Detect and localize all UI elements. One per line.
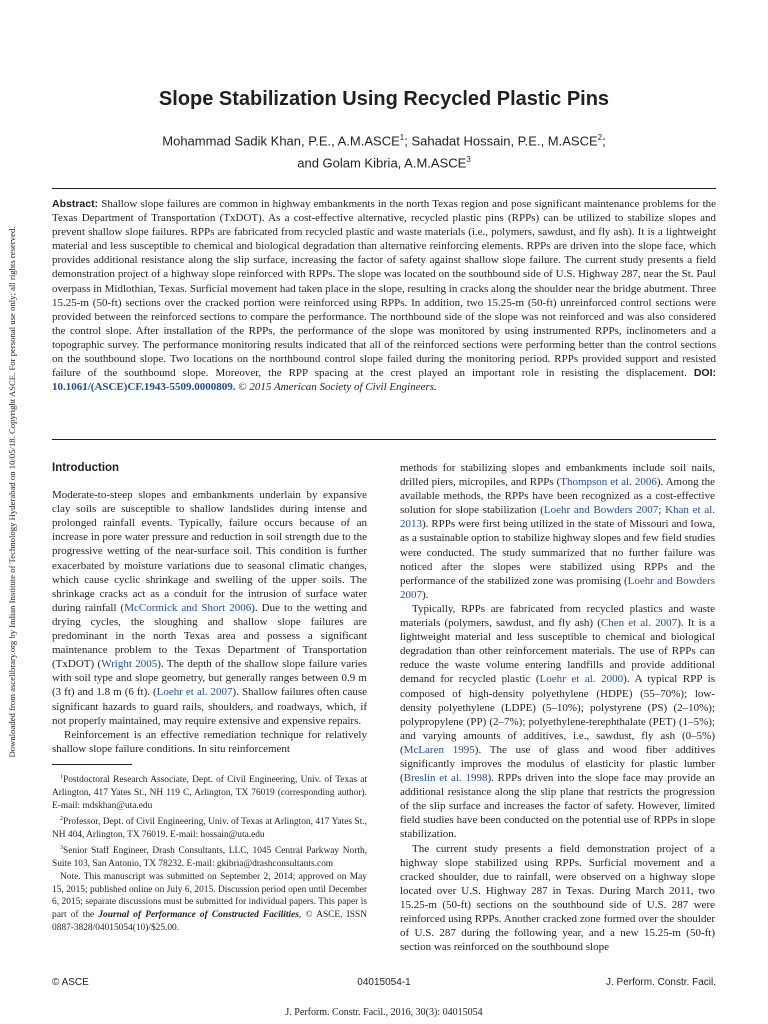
note-text: Note. This manuscript was submitted on September 2, 2014; approved on May 15, 2015; published online on July 6, 2015. Discussion period open until December 6, 2015; separate discussions must be submitted for individual papers. This paper is part of the — [52, 871, 367, 921]
citation-link[interactable]: Wright 2005 — [101, 658, 158, 671]
body-text: ). Among the available methods, the RPPs have been recognized as a cost-effective solution for slope stabilization ( — [400, 476, 715, 517]
affil-sup-3: 3 — [466, 155, 471, 165]
footnote-sup: 1 — [60, 773, 63, 780]
citation-link[interactable]: Khan et al. 2013 — [400, 504, 716, 531]
paper-title: Slope Stabilization Using Recycled Plastic Pins — [158, 88, 610, 110]
footnote-2 — [52, 813, 367, 842]
body-text: ). RPPs were first being utilized in the state of Missouri and Iowa, as a sustainable option to stabilize highway slopes and few field studies were conducted. The study summarized that no further failure was noticed after the slopes were stabilized using RPPs and the performance of the stabilized zone was promising ( — [400, 518, 715, 587]
download-notice: Downloaded from ascelibrary.org by Indian Institute of Technology Hyderabad on 10/05/18. Copyright ASCE. For personal use only; all rights reserved. — [7, 226, 17, 758]
author-hossain: ; Sahadat Hossain, P.E., M.ASCE — [404, 133, 598, 149]
right-column — [400, 461, 715, 954]
author-line-2 — [0, 150, 768, 172]
abstract-label: Abstract: — [52, 198, 99, 210]
intro-text: ). The depth of the shallow slope failure varies with soil type and slope geometry, but generally ranges between 0.9 m (3 ft) and 1.8 m (6 ft). ( — [52, 658, 367, 699]
citation-link[interactable]: Breslin et al. 1998 — [403, 772, 488, 785]
body-text: ). RPPs driven into the slope face may provide an additional resistance along the slip plane that restricts the progression of the slip surface and increases the factor of safety. However, limited field studies have been conducted on the potential use of RPPs in slope stabilization. — [400, 772, 715, 841]
intro-paragraph-2: Reinforcement is an effective remediation technique for relatively shallow slope failure conditions. In situ reinforcement — [52, 728, 367, 755]
doi-label: DOI: — [693, 367, 716, 380]
body-text: methods for stabilizing slopes and embankments include soil nails, drilled piers, micropiles, and RPPs ( — [400, 462, 715, 489]
body-text: ). — [422, 588, 429, 601]
citation-link[interactable]: Loehr and Bowders 2007 — [543, 504, 659, 517]
intro-text: Moderate-to-steep slopes and embankments underlain by expansive clay soils are susceptible to shallow landslides during intense and prolonged rainfall events. Typically, failure occurs because of an increase in pore water pressure and reduction in soil strength due to the progressive wetting of the near-surface soil. This condition is further exacerbated by moisture variations due to seasonal climatic changes, which cause cyclic shrinkage and swelling of the upper soils. The shrinkage cracks act as a conduit for the intrusion of surface water during rainfall ( — [52, 489, 367, 614]
footnote-1 — [52, 771, 367, 813]
intro-paragraph-1 — [52, 488, 367, 728]
citation-link[interactable]: Thompson et al. 2006 — [560, 476, 657, 489]
footer-copyright: © ASCE — [52, 977, 89, 988]
author-sep: ; — [602, 133, 606, 149]
footnote-text: Senior Staff Engineer, Drash Consultants, LLC, 1045 Central Parkway North, Suite 103, San Antonio, TX 78232. E-mail: gkibria@drashconsultants.com — [52, 845, 367, 869]
footer-journal: J. Perform. Constr. Facil. — [605, 977, 716, 988]
footnote-3 — [52, 842, 367, 871]
intro-text: ). Due to the wetting and drying cycles, the sloughing and shallow slope failures are predominant in the north Texas area and possess a significant maintenance problem to the Texas Department of Transportation (TxDOT) ( — [52, 601, 367, 671]
body-text: ). It is a lightweight material and less susceptible to chemical and biological degradation than other reinforcement materials. The use of RPPs can reduce the waste volume entering landfills and provide additional demand for recycled plastic ( — [400, 617, 715, 686]
doi-link[interactable]: 10.1061/(ASCE)CF.1943-5509.0000809. — [52, 381, 236, 394]
author-list — [0, 128, 768, 173]
body-paragraph-2 — [400, 602, 715, 842]
footnote-text: Postdoctoral Research Associate, Dept. of Civil Engineering, Univ. of Texas at Arlington, 417 Yates St., NH 119 C, Arlington, TX 76019 (corresponding author). E-mail: mdskhan@uta.edu — [52, 775, 367, 811]
footnote-sup: 3 — [60, 844, 63, 851]
section-heading-introduction: Introduction — [52, 462, 120, 474]
citation-link[interactable]: Loehr et al. 2007 — [156, 686, 233, 699]
citation-link[interactable]: McCormick and Short 2006 — [124, 601, 252, 614]
abstract-text: Shallow slope failures are common in highway embankments in the north Texas region and pose significant maintenance problems for the Texas Department of Transportation (TxDOT). As a cost-effective alternative, recycled plastic pins (RPPs) can be utilized to stabilize slopes and prevent shallow slope failures. RPPs are fabricated from recycled plastic and waste materials (i.e., polymers, sawdust, and fly ash). It is a lightweight material and less susceptible to chemical and biological degradation than alternative reinforcing elements. RPPs are driven into the slope face, which provides additional resistance along the slip surface, increasing the factor of safety against shallow slope failure. The current study presents a field demonstration project of a highway slope reinforced with RPPs. The slope was located on the southbound side of U.S. Highway 287, near the St. Paul overpass in Midlothian, Texas. Surficial movement had taken place in the slope, resulting in cracks along the shoulder near the bridge abutment. Three 15.25-m (50-ft) sections over the cracked portion were reinforced using RPPs. In addition, two 15.25-m (50-ft) unreinforced control sections were provided between the reinforced sections to compare the performance. The northbound side of the slope was not reinforced and was also considered the control slope. After installation of the RPPs, the performance of the slope was monitored by using instrumented RPPs, inclinometers and a topographic survey. The performance monitoring results indicated that all of the reinforced sections were performing better than the control sections on the southbound slope. Two locations on the northbound control slope failed during the monitoring period. RPPs provided support and resisted failure of the southbound slope. Moreover, the RPP spacing at the crest played an important role in resisting the displacement. — [52, 198, 717, 380]
author-kibria: and Golam Kibria, A.M.ASCE — [297, 155, 467, 171]
body-paragraph-3: The current study presents a field demonstration project of a highway slope stabilized using RPPs. Surficial movement and a cracked shoulder, due to rainfall, were observed on a highway slope located over U.S. Highway 287 in Texas. During March 2011, two 15.25-m (50-ft) sections on the southbound side of U.S. 287 were reinforced using RPPs. Another cracked zone formed over the shoulder of U.S. 287 during the following year, and a new 15.25-m (50-ft) section was reinforced on the southbound slope — [400, 842, 715, 954]
footnote-rule — [52, 764, 132, 765]
footnote-text: Professor, Dept. of Civil Engineering, Univ. of Texas at Arlington, 417 Yates St., NH 404, Arlington, TX 76019. E-mail: hossain@uta.edu — [52, 816, 367, 840]
intro-text: ). Shallow failures often cause significant hazards to guard rails, shoulders, and roadways, which, if not properly maintained, may require extensive and expensive repairs. — [52, 686, 367, 727]
citation-link[interactable]: Loehr and Bowders 2007 — [400, 574, 715, 601]
affil-sup-2: 2 — [597, 133, 603, 142]
left-column — [52, 461, 367, 935]
journal-name: Journal of Performance of Constructed Facilities — [98, 910, 299, 921]
citation-link[interactable]: McLaren 1995 — [403, 743, 475, 756]
affil-sup-1: 1 — [399, 133, 405, 142]
footnote-sup: 2 — [60, 815, 63, 822]
body-text: ). A typical RPP is composed of high-density polyethylene (HDPE) (55–70%); low-density polyethylene (LDPE) (5–10%); polystyrene (PS) (2–10%); polypropylene (PP) (2–7%); polyethylene-terephthalate (PET) (1–5%); and varying amounts of additives, i.e., sawdust, fly ash (0–5%) ( — [400, 673, 715, 756]
citation-line: J. Perform. Constr. Facil., 2016, 30(3): 04015054 — [285, 1007, 483, 1018]
abstract — [52, 197, 716, 394]
note-text: , © ASCE, ISSN 0887-3828/04015054(10)/$25.00. — [52, 910, 367, 934]
body-text: Typically, RPPs are fabricated from recycled plastics and waste materials (polymers, sawdust, and fly ash) ( — [400, 602, 715, 630]
author-khan: Mohammad Sadik Khan, P.E., A.M.ASCE — [162, 133, 400, 149]
footer-page-id: 04015054-1 — [357, 977, 411, 988]
body-text: ). The use of glass and wood fiber additives significantly improves the modulus of elasticity for plastic lumber ( — [400, 743, 716, 785]
abstract-copyright: © 2015 American Society of Civil Engineers. — [238, 381, 437, 394]
citation-link[interactable]: Loehr et al. 2000 — [539, 673, 624, 686]
author-line-1 — [0, 128, 768, 150]
manuscript-note — [52, 871, 367, 936]
citation-link[interactable]: Chen et al. 2007 — [600, 617, 678, 630]
body-paragraph-1 — [400, 461, 715, 602]
body-text: ; — [658, 504, 666, 517]
